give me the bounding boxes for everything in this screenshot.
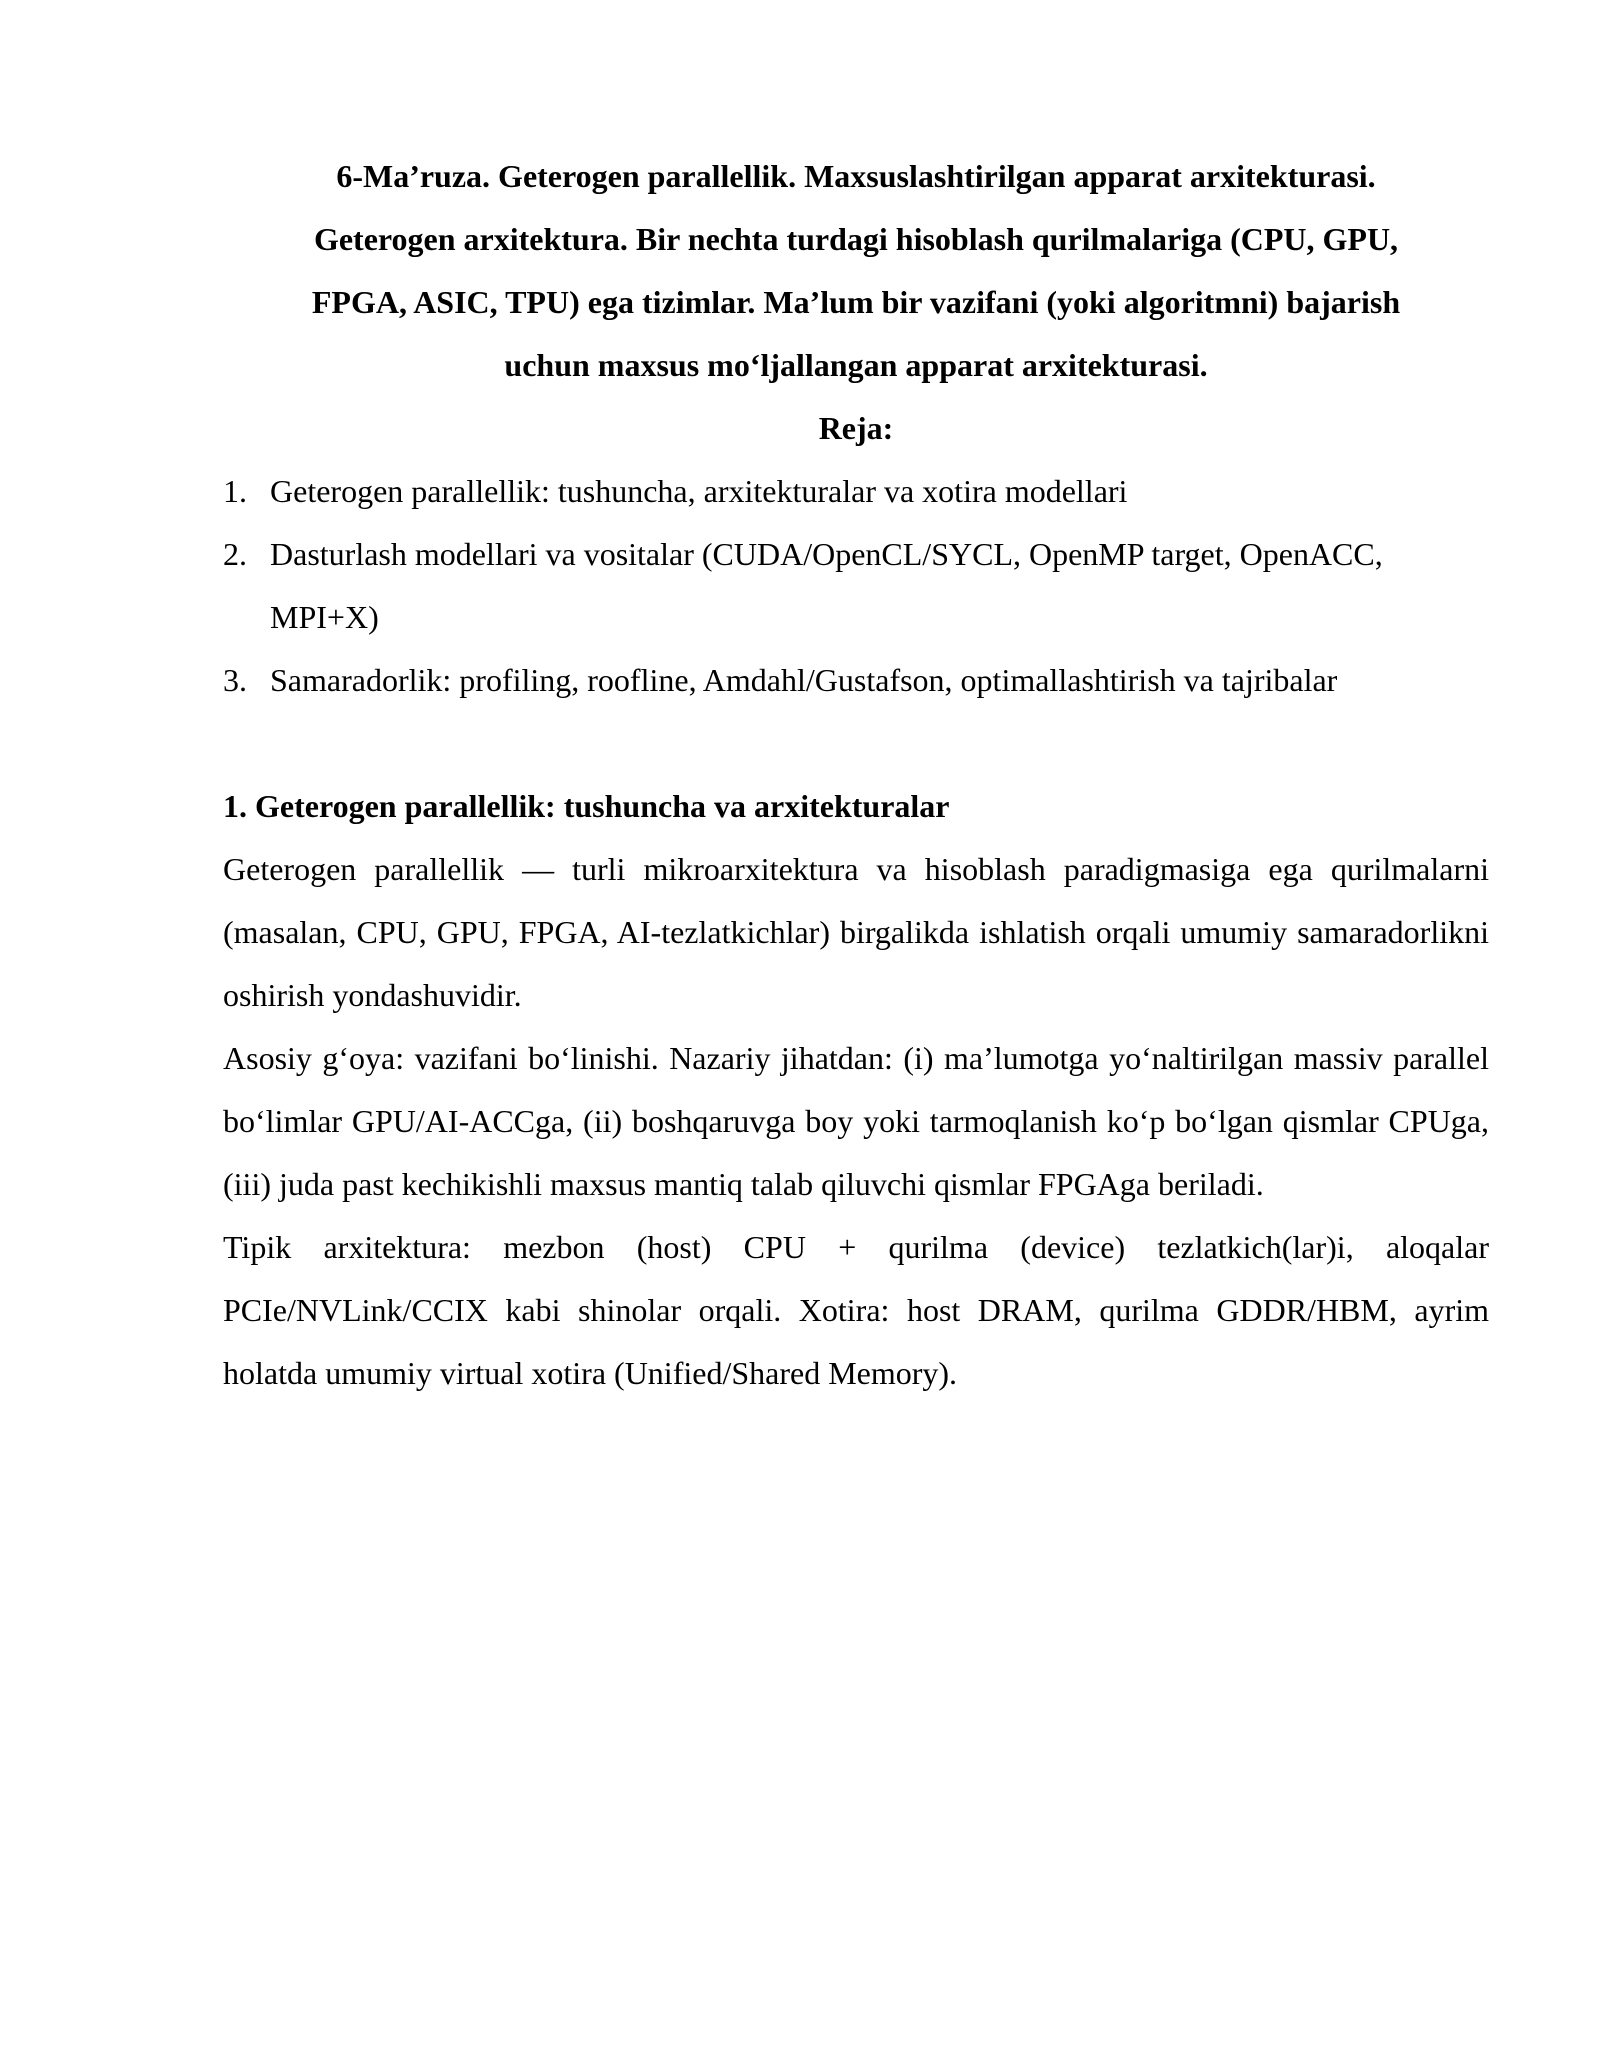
title-line: uchun maxsus mo‘ljallangan apparat arxitekturasi. <box>504 347 1208 383</box>
title-line: FPGA, ASIC, TPU) ega tizimlar. Ma’lum bir vazifani (yoki algoritmni) bajarish <box>311 284 1401 320</box>
paragraph: Asosiy g‘oya: vazifani bo‘linishi. Nazariy jihatdan: (i) ma’lumotga yo‘naltirilgan massiv parallel bo‘limlar GPU/AI-ACCga, (ii) boshqaruvga boy yoki tarmoqlanish ko‘p bo‘lgan qismlar CPUga, (iii) juda past kechikishli maxsus mantiq talab qiluvchi qismlar FPGAga beriladi. <box>223 1040 1489 1202</box>
plan-item-text: Dasturlash modellari va vositalar (CUDA/OpenCL/SYCL, OpenMP target, OpenACC, MPI+X) <box>270 536 1383 635</box>
title-line: Geterogen arxitektura. Bir nechta turdagi hisoblash qurilmalariga (CPU, GPU, <box>313 221 1399 257</box>
section-heading: 1. Geterogen parallellik: tushuncha va arxitekturalar <box>223 788 950 824</box>
plan-item-number: 3. <box>223 662 247 698</box>
plan-list <box>223 460 1489 712</box>
plan-item-number: 1. <box>223 473 247 509</box>
document-page <box>223 145 1489 1405</box>
plan-item-text: Geterogen parallellik: tushuncha, arxitekturalar va xotira modellari <box>270 473 1128 509</box>
paragraph: Tipik arxitektura: mezbon (host) CPU + qurilma (device) tezlatkich(lar)i, aloqalar PCIe/NVLink/CCIX kabi shinolar orqali. Xotira: host DRAM, qurilma GDDR/HBM, ayrim holatda umumiy virtual xotira (Unified/Shared Memory). <box>223 1229 1489 1391</box>
title-line: 6-Ma’ruza. Geterogen parallellik. Maxsuslashtirilgan apparat arxitekturasi. <box>336 158 1376 194</box>
blank-line <box>223 712 1489 775</box>
paragraph: Geterogen parallellik — turli mikroarxitektura va hisoblash paradigmasiga ega qurilmalarni (masalan, CPU, GPU, FPGA, AI-tezlatkichlar) birgalikda ishlatish orqali umumiy samaradorlikni oshirish yondashuvidir. <box>223 851 1489 1013</box>
plan-item-text: Samaradorlik: profiling, roofline, Amdahl/Gustafson, optimallashtirish va tajribalar <box>270 662 1338 698</box>
plan-heading: Reja: <box>818 410 894 446</box>
plan-item <box>223 523 1489 649</box>
lecture-title <box>223 145 1489 397</box>
plan-item <box>223 460 1489 523</box>
plan-item <box>223 649 1489 712</box>
plan-item-number: 2. <box>223 536 247 572</box>
